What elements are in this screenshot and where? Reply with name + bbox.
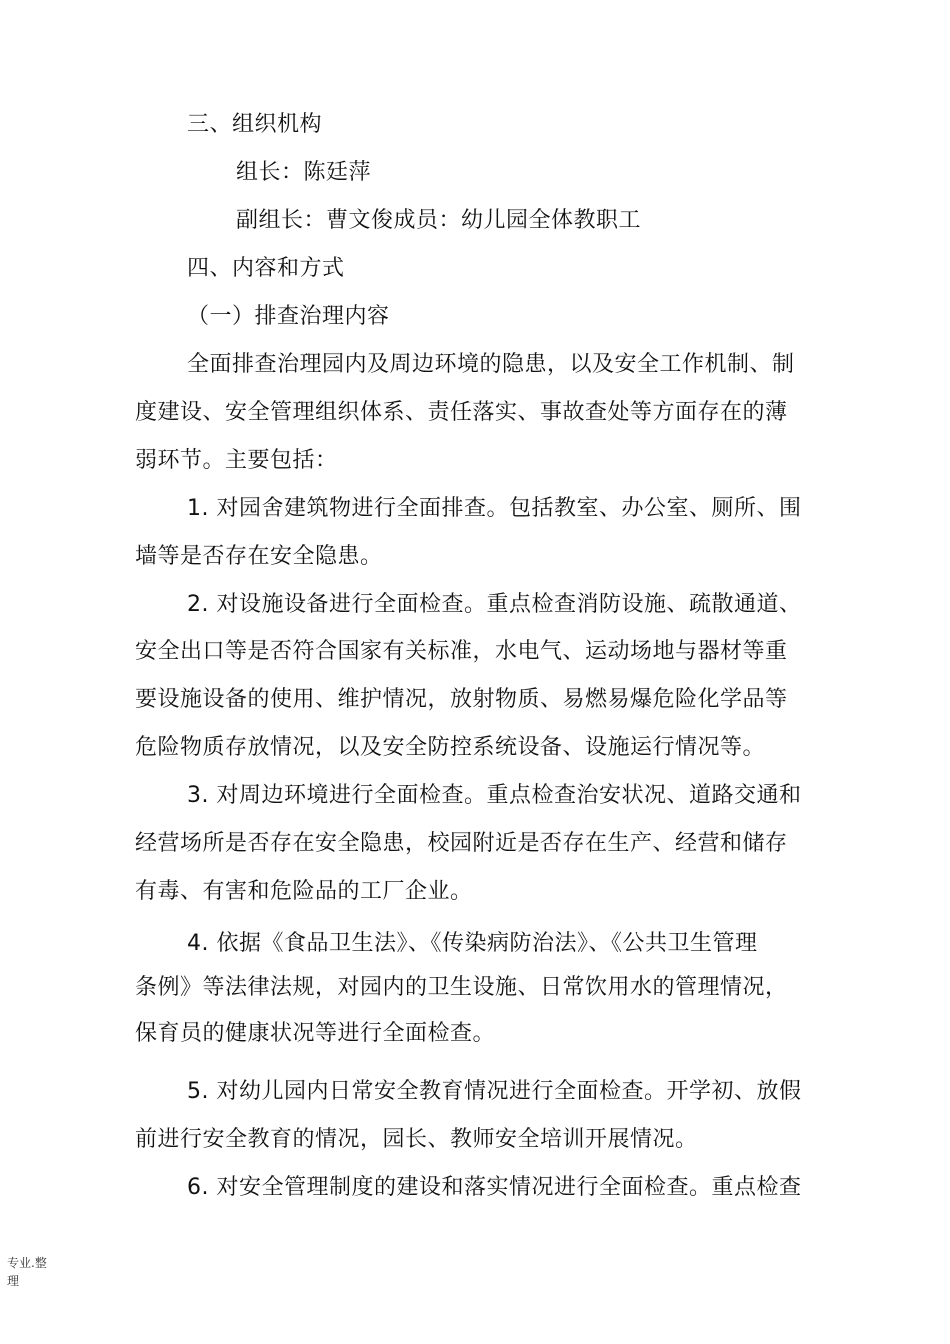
intro-paragraph-line: 弱环节。主要包括： [135, 448, 338, 473]
item-6-line: 6. 对安全管理制度的建设和落实情况进行全面检查。重点检查 [187, 1175, 802, 1200]
intro-paragraph-line: 全面排查治理园内及周边环境的隐患，以及安全工作机制、制 [187, 352, 795, 377]
item-1-line: 墙等是否存在安全隐患。 [135, 544, 383, 569]
item-5-line: 5. 对幼儿园内日常安全教育情况进行全面检查。开学初、放假 [187, 1079, 802, 1104]
item-4-line: 保育员的健康状况等进行全面检查。 [135, 1021, 496, 1046]
item-4-line: 4. 依据《食品卫生法》、《传染病防治法》、《公共卫生管理 [187, 931, 758, 956]
item-3-line: 3. 对周边环境进行全面检查。重点检查治安状况、道路交通和 [187, 783, 802, 808]
item-5-line: 前进行安全教育的情况，园长、教师安全培训开展情况。 [135, 1127, 698, 1152]
item-2-line: 安全出口等是否符合国家有关标准，水电气、运动场地与器材等重 [135, 639, 788, 664]
item-1-line: 1. 对园舍建筑物进行全面排查。包括教室、办公室、厕所、围 [187, 496, 802, 521]
footer-watermark: 专业.整理 [7, 1256, 47, 1288]
intro-paragraph-line: 度建设、安全管理组织体系、责任落实、事故查处等方面存在的薄 [135, 400, 788, 425]
item-3-line: 经营场所是否存在安全隐患，校园附近是否存在生产、经营和储存 [135, 831, 788, 856]
section-heading-content-method: 四、内容和方式 [187, 256, 345, 281]
section-heading-organization: 三、组织机构 [187, 112, 323, 137]
leader-line: 组长：陈廷萍 [236, 160, 372, 185]
item-2-line: 危险物质存放情况，以及安全防控系统设备、设施运行情况等。 [135, 735, 766, 760]
item-2-line: 要设施设备的使用、维护情况，放射物质、易燃易爆危险化学品等 [135, 687, 788, 712]
subsection-heading-inspection-content: （一）排查治理内容 [187, 304, 390, 329]
item-4-line: 条例》等法律法规，对园内的卫生设施、日常饮用水的管理情况， [135, 975, 788, 1000]
deputy-members-line: 副组长：曹文俊成员：幼儿园全体教职工 [236, 208, 642, 233]
item-2-line: 2. 对设施设备进行全面检查。重点检查消防设施、疏散通道、 [187, 592, 802, 617]
item-3-line: 有毒、有害和危险品的工厂企业。 [135, 879, 473, 904]
